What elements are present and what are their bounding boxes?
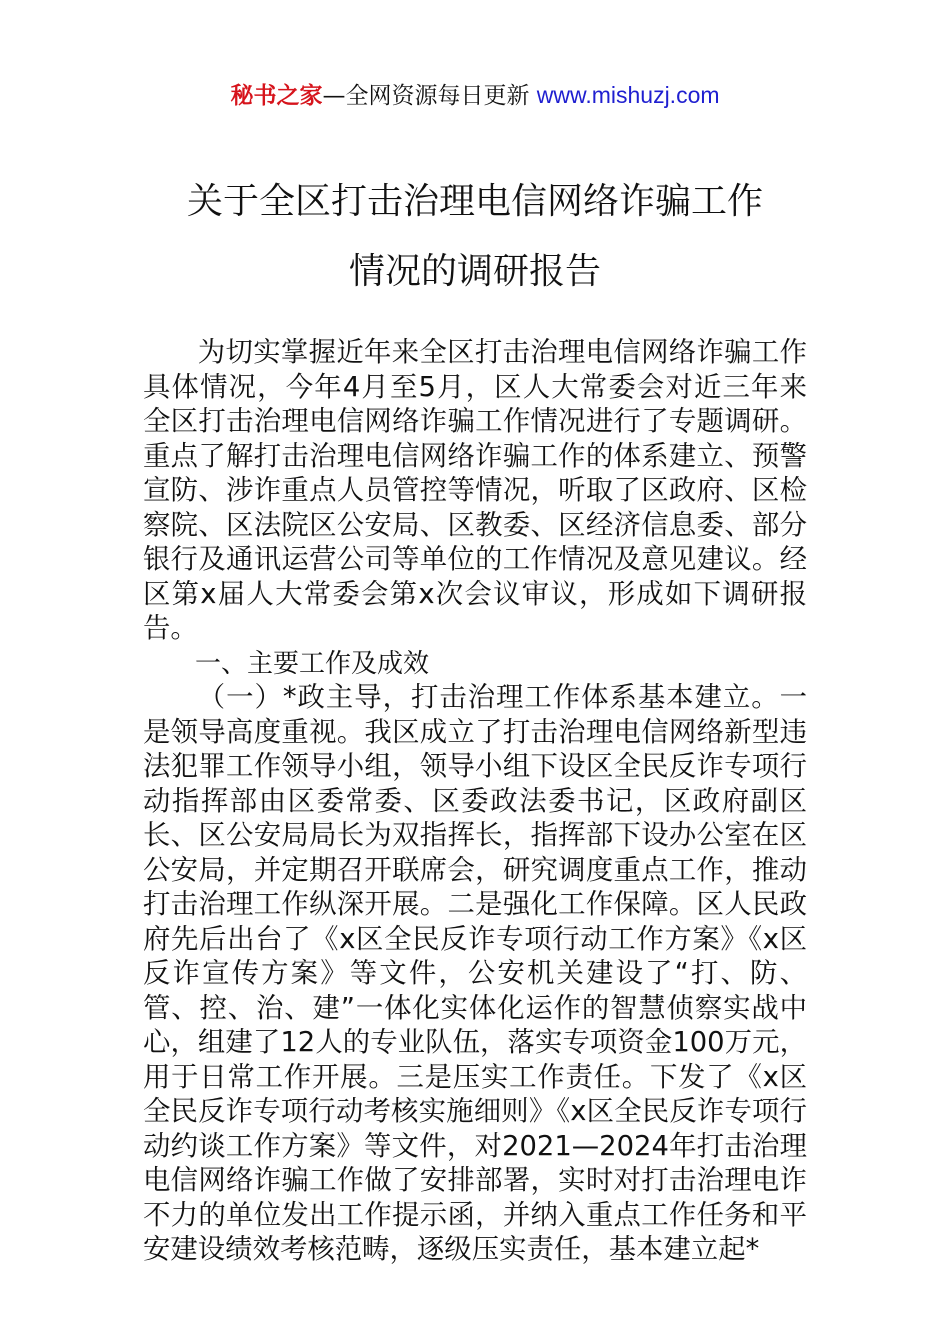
site-tagline: —全网资源每日更新 [322,83,537,109]
section-heading: 一、主要工作及成效 [195,648,430,679]
document-title-line2: 情况的调研报告 [348,251,601,292]
paragraph-intro: 为切实掌握近年来全区打击治理电信网络诈骗工作具体情况，今年4月至5月，区人大常委会对近三年来全区打击治理电信网络诈骗工作情况进行了专题调研。重点了解打击治理电信网络诈骗工作的体系建立、预警宣防、涉诈重点人员管控等情况，听取了区政府、区检察院、区法院区公安局、区教委、区经济信息委、部分银行及通讯运营公司等单位的工作情况及意见建议。经区第x届人大常委会第x次会议审议，形成如下调研报告。 [143,337,807,644]
paragraph-section1: （一）*政主导，打击治理工作体系基本建立。一是领导高度重视。我区成立了打击治理电信网络新型违法犯罪工作领导小组，领导小组下设区全民反诈专项行动指挥部由区委常委、区委政法委书记，区政府副区长、区公安局局长为双指挥长，指挥部下设办公室在区公安局，并定期召开联席会，研究调度重点工作，推动打击治理工作纵深开展。二是强化工作保障。区人民政府先后出台了《x区全民反诈专项行动工作方案》《x区反诈宣传方案》等文件，公安机关建设了“打、防、管、控、治、建”一体化实体化运作的智慧侦察实战中心，组建了12人的专业队伍，落实专项资金100万元，用于日常工作开展。三是压实工作责任。下发了《x区全民反诈专项行动考核实施细则》《x区全民反诈专项行动约谈工作方案》等文件，对2021—2024年打击治理电信网络诈骗工作做了安排部署，实时对打击治理电诈不力的单位发出工作提示函，并纳入重点工作任务和平安建设绩效考核范畴，逐级压实责任，基本建立起* [143,682,807,1265]
site-banner [0,78,950,113]
document-body [143,336,807,1268]
site-brand: 秘书之家 [230,83,323,109]
document-title-line1: 关于全区打击治理电信网络诈骗工作 [186,181,763,222]
site-url[interactable]: www.mishuzj.com [536,82,720,108]
